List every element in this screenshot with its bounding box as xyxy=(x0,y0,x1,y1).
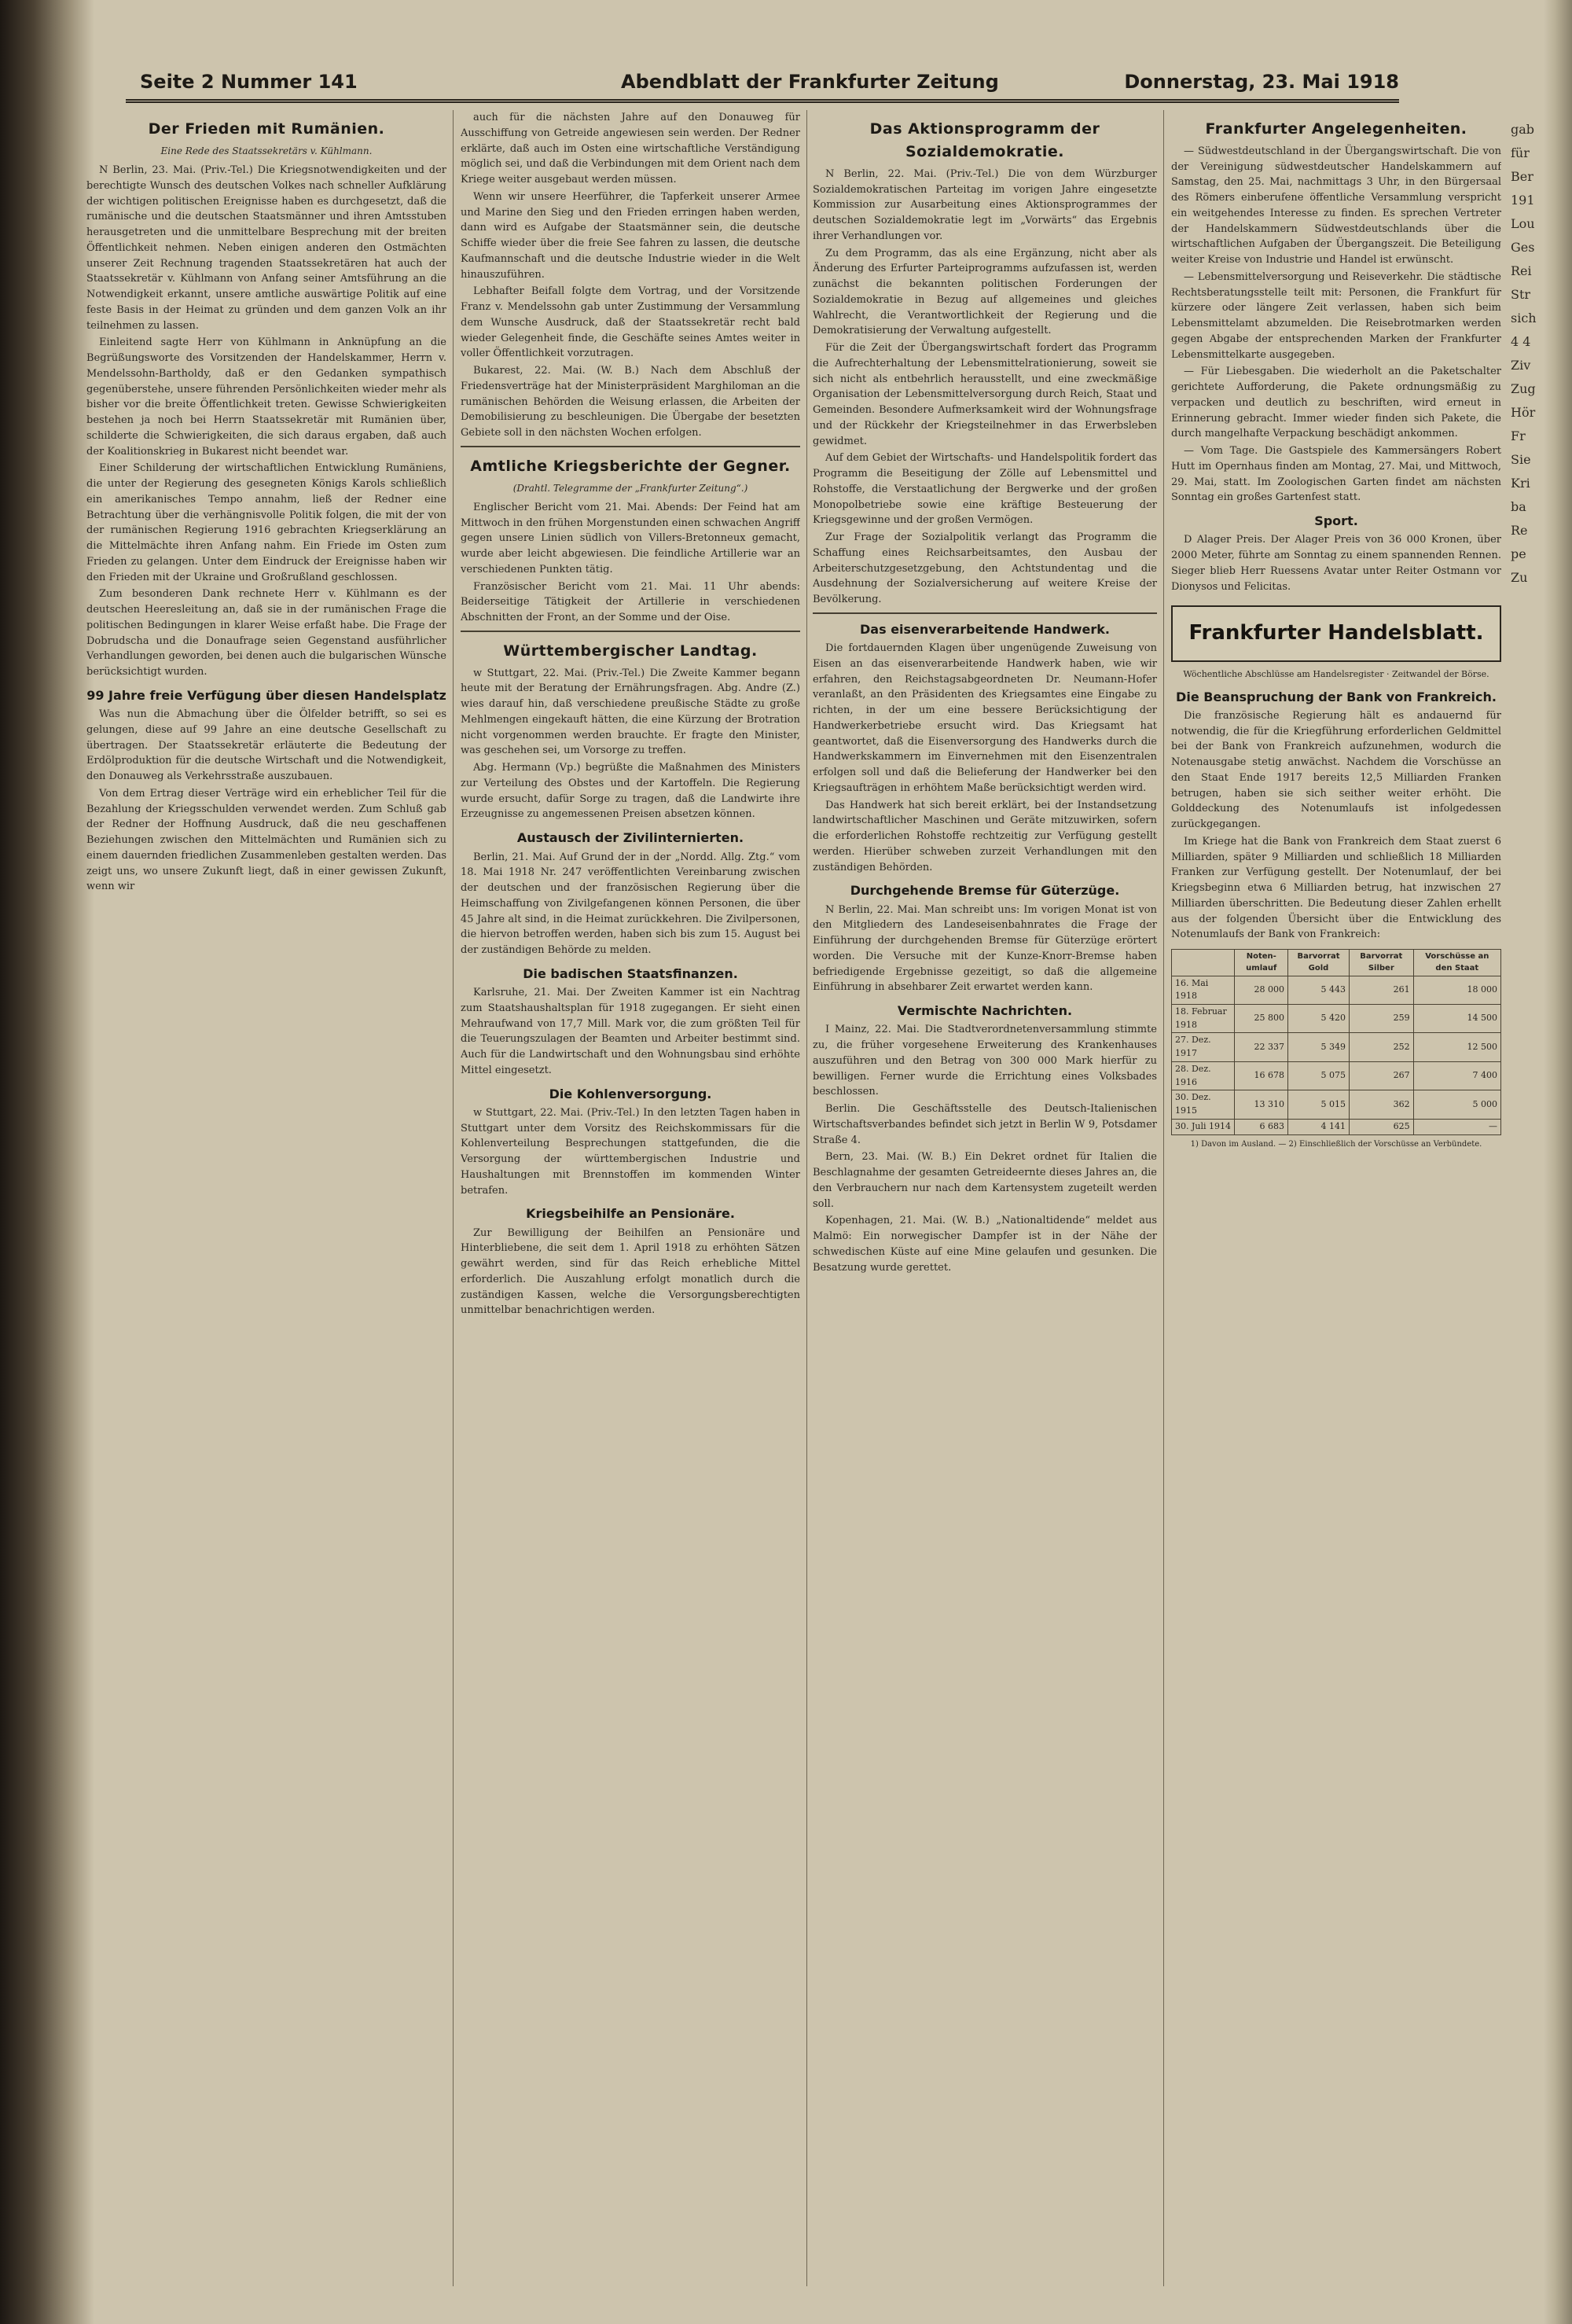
divider xyxy=(461,446,800,447)
table-cell: 13 310 xyxy=(1235,1090,1288,1119)
section-title: Sport. xyxy=(1314,513,1358,529)
paragraph: Zur Bewilligung der Beihilfen an Pensionäre und Hinterbliebene, die seit dem 1. April 1918 zu erhöhten Sätzen gewährt werden, sind für das Reich erhebliche Mittel erforderlich. Die Auszahlung erfolgt monatlich durch die zuständigen Kassen, welche die Versorgungsberechtigten unmittelbar benachrichtigen werden. xyxy=(461,1226,800,1317)
paragraph: Abg. Hermann (Vp.) begrüßte die Maßnahmen des Ministers zur Verteilung des Obstes und der Kartoffeln. Die Regierung wurde ersucht, dafür Sorge zu tragen, daß die Landwirte ihre Erzeugnisse zu angemessenen Preisen absetzen können. xyxy=(461,762,800,821)
paragraph: Zur Frage der Sozialpolitik verlangt das Programm die Schaffung eines Reichsarbeitsamtes, den Ausbau der Arbeiterschutzgesetzgebung, den Achtstundentag und die Ausdehnung der Sozialversicherung auf weitere Kreise der Bevölkerung. xyxy=(813,531,1157,605)
adjacent-fragment: Lou xyxy=(1511,216,1535,231)
adjacent-fragment: Str xyxy=(1511,287,1531,302)
table-cell: 5 443 xyxy=(1288,976,1350,1004)
paragraph: Für die Zeit der Übergangswirtschaft fordert das Programm die Aufrechterhaltung der Lebensmittelrationierung, soweit sie sich nicht als entbehrlich herausstellt, und eine zweckmäßige Organisation der Lebensmittelversorgung durch Reich, Staat und Gemeinden. Besondere Aufmerksamkeit wird der Wohnungsfrage und der Rückkehr der Kriegsteilnehmer in das Erwerbsleben gewidmet. xyxy=(813,342,1157,447)
paragraph: Von dem Ertrag dieser Verträge wird ein erheblicher Teil für die Bezahlung der Kriegsschulden verwendet werden. Zum Schluß gab der Redner der Hoffnung Ausdruck, daß die neu geschaffenen Beziehungen zwischen den Mittelmächten und Rumänien sich zu einem dauernden friedlichen Zusammenleben gestalten werden. Das zeigt uns, wo unsere Zukunft liegt, daß in einer gewissen Zukunft, wenn wir xyxy=(86,787,446,893)
paragraph: N Berlin, 23. Mai. (Priv.-Tel.) Die Kriegsnotwendigkeiten und der berechtigte Wunsch des deutschen Volkes nach schneller Aufklärung der wichtigen politischen Ereignisse haben es durchgesetzt, daß die rumänische und die deutschen Staatsmänner und ihren Amtsstuben herausgetreten und die unmittelbare Besprechung mit der breiten Öffentlichkeit nehmen. Neben einigen anderen den Ostmächten unserer Zeit Rechnung tragenden Staatssekretären hat auch der Staatssekretär v. Kühlmann von Anfang seiner Amtsführung an die Notwendigkeit erkannt, unsere amtliche auswärtige Politik auf eine feste Basis in der Heimat zu gründen und dem ganzen Volk an ihr teilnehmen zu lassen. xyxy=(86,164,446,332)
paragraph: — Vom Tage. Die Gastspiele des Kammersängers Robert Hutt im Opernhaus finden am Montag, 27. Mai, und Mittwoch, 29. Mai, statt. Im Zoologischen Garten findet am nächsten Sonntag ein großes Gartenfest statt. xyxy=(1171,445,1501,504)
table-header: Noten-umlauf xyxy=(1235,950,1288,976)
table-cell: 259 xyxy=(1349,1005,1413,1033)
table-cell: 25 800 xyxy=(1235,1005,1288,1033)
paragraph: D Alager Preis. Der Alager Preis von 36 000 Kronen, über 2000 Meter, führte am Sonntag zu einem spannenden Rennen. Sieger blieb Herr Ruessens Avatar unter Reiter Ostmann vor Dionysos und Felicitas. xyxy=(1171,534,1501,593)
table-cell: 5 075 xyxy=(1288,1061,1350,1090)
paragraph: Einleitend sagte Herr von Kühlmann in Anknüpfung an die Begrüßungsworte des Vorsitzenden der Handelskammer, Herrn v. Mendelssohn-Bartholdy, daß er den Gedanken sympathisch gegenüberstehe, unsere führenden Persönlichkeiten wieder mehr als bisher vor die breite Öffentlichkeit treten. Gewisse Schwierigkeiten bestehen ja noch bei Herrn Staatssekretär mit Rumänien über, schilderte die Schwierigkeiten, die sich daraus ergaben, daß auch der Koalitionskrieg in Bukarest nicht beendet war. xyxy=(86,336,446,458)
column-4 xyxy=(1171,110,1501,2286)
paragraph: Kopenhagen, 21. Mai. (W. B.) „Nationaltidende“ meldet aus Malmö: Ein norwegischer Dampfer ist in der Nähe der schwedischen Küste auf eine Mine gelaufen und gesunken. Die Besatzung wurde gerettet. xyxy=(813,1215,1157,1274)
paragraph: Wenn wir unsere Heerführer, die Tapferkeit unserer Armee und Marine den Sieg und den Frieden erringen haben werden, dann wird es Aufgabe der Staatsmänner sein, die deutsche Schiffe wieder über die freie See fahren zu lassen, die deutsche Kaufmannschaft und die deutsche Industrie wieder in die Welt hinauszuführen. xyxy=(461,190,800,281)
adjacent-fragment: Ges xyxy=(1511,240,1535,255)
table-header-row xyxy=(1172,950,1501,976)
paragraph: Bern, 23. Mai. (W. B.) Ein Dekret ordnet für Italien die Beschlagnahme der gesamten Getreideernte dieses Jahres an, die den Verbrauchern nur nach dem Kartensystem zugeteilt werden soll. xyxy=(813,1151,1157,1210)
column-1 xyxy=(86,110,446,2286)
adjacent-fragment: sich xyxy=(1511,311,1537,325)
adjacent-fragment: Rei xyxy=(1511,263,1532,278)
table-cell: 5 420 xyxy=(1288,1005,1350,1033)
adjacent-fragment: ba xyxy=(1511,499,1526,514)
table-row xyxy=(1172,1061,1501,1090)
paragraph: w Stuttgart, 22. Mai. (Priv.-Tel.) In den letzten Tagen haben in Stuttgart unter dem Vorsitz des Reichskommissars für die Kohlenverteilung Besprechungen stattgefunden, die die Versorgung der württembergischen Industrie und Haushaltungen mit Brennstoffen im kommenden Winter betrafen. xyxy=(461,1106,800,1197)
paragraph: I Mainz, 22. Mai. Die Stadtverordnetenversammlung stimmte zu, die früher vorgesehene Erweiterung des Krankenhauses auszuführen und den Betrag von 300 000 Mark hierfür zu bewilligen. Ferner wurde die Errichtung eines Volksbades beschlossen. xyxy=(813,1024,1157,1098)
table-cell: 22 337 xyxy=(1235,1033,1288,1061)
article-title: Frankfurter Angelegenheiten. xyxy=(1205,120,1467,138)
table-cell: 6 683 xyxy=(1235,1119,1288,1134)
adjacent-fragment: Ber xyxy=(1511,169,1533,184)
adjacent-fragment: Sie xyxy=(1511,452,1531,467)
section-title: Durchgehende Bremse für Güterzüge. xyxy=(850,883,1120,899)
paragraph: — Lebensmittelversorgung und Reiseverkehr. Die städtische Rechtsberatungsstelle teilt mit: Personen, die Frankfurt für kürzere oder längere Zeit verlassen, haben sich beim Lebensmittelamt abzumelden. Die Reisebrotmarken werden gegen Abgabe der entsprechenden Marken der Frankfurter Lebensmittelkarte ausgegeben. xyxy=(1171,270,1501,361)
paragraph: Französischer Bericht vom 21. Mai. 11 Uhr abends: Beiderseitige Tätigkeit der Artillerie in verschiedenen Abschnitten der Front, an der Somme und der Oise. xyxy=(461,580,800,624)
section-title: Kriegsbeihilfe an Pensionäre. xyxy=(526,1206,735,1222)
table-cell: 267 xyxy=(1349,1061,1413,1090)
table-header: Vorschüsse an den Staat xyxy=(1413,950,1500,976)
page-edge xyxy=(1544,0,1572,2324)
table-cell: 261 xyxy=(1349,976,1413,1004)
article-title: Der Frieden mit Rumänien. xyxy=(148,120,385,138)
adjacent-fragment: 4 4 xyxy=(1511,334,1531,349)
table-cell: 16. Mai 1918 xyxy=(1172,976,1235,1004)
paragraph: Englischer Bericht vom 21. Mai. Abends: Der Feind hat am Mittwoch in den frühen Morgenstunden einen schwachen Angriff gegen unsere Linien südlich von Villers-Bretonneux gemacht, wurde aber leicht abgewiesen. Die feindliche Artillerie war an verschiedenen Punkten tätig. xyxy=(461,501,800,575)
table-cell: 16 678 xyxy=(1235,1061,1288,1090)
table-footnote: 1) Davon im Ausland. — 2) Einschließlich der Vorschüsse an Verbündete. xyxy=(1190,1139,1482,1149)
paragraph: Das Handwerk hat sich bereit erklärt, bei der Instandsetzung landwirtschaftlicher Maschinen und Geräte mitzuwirken, sofern die erforderlichen Rohstoffe rechtzeitig zur Verfügung gestellt werden. Hierüber schweben zurzeit Verhandlungen mit den zuständigen Behörden. xyxy=(813,799,1157,873)
table-cell: 5 000 xyxy=(1413,1090,1500,1119)
table-cell: 28 000 xyxy=(1235,976,1288,1004)
paragraph: — Für Liebesgaben. Die wiederholt an die Paketschalter gerichtete Aufforderung, die Pakete ordnungsmäßig zu verpacken und deutlich zu beschriften, wird erneut in Erinnerung gebracht. Immer wieder finden sich Pakete, die durch mangelhafte Verpackung beschädigt ankommen. xyxy=(1171,366,1501,440)
notes-table xyxy=(1171,949,1501,1134)
divider xyxy=(813,612,1157,614)
article-title: Württembergischer Landtag. xyxy=(503,642,758,660)
header-masthead: Abendblatt der Frankfurter Zeitung xyxy=(621,71,999,93)
adjacent-fragment: Re xyxy=(1511,523,1528,538)
paragraph: auch für die nächsten Jahre auf den Donauweg für Ausschiffung von Getreide angewiesen sein werden. Der Redner erklärte, daß auch im Osten eine wirtschaftliche Verständigung möglich sei, und daß die Verbindungen mit dem Orient nach dem Kriege weiter ausgebaut werden müssen. xyxy=(461,112,800,186)
table-row xyxy=(1172,1119,1501,1134)
table-cell: 27. Dez. 1917 xyxy=(1172,1033,1235,1061)
section-title: Die badischen Staatsfinanzen. xyxy=(523,965,738,981)
paragraph: N Berlin, 22. Mai. (Priv.-Tel.) Die von dem Würzburger Sozialdemokratischen Parteitag im vorigen Jahre eingesetzte Kommission zur Ausarbeitung eines Aktionsprogrammes der deutschen Sozialdemokratie legt im „Vorwärts“ das Ergebnis ihrer Verhandlungen vor. xyxy=(813,167,1157,242)
paragraph: — Südwestdeutschland in der Übergangswirtschaft. Die von der Vereinigung südwestdeutscher Handelskammern auf Samstag, den 25. Mai, nachmittags 3 Uhr, in den Bürgersaal des Römers einberufene öffentliche Versammlung verspricht ein weitgehendes Interesse zu finden. Es sprechen Vertreter der Handelskammern Südwestdeutschlands über die wirtschaftlichen Aufgaben der Übergangszeit. Die Beteiligung weiter Kreise von Industrie und Handel ist erwünscht. xyxy=(1171,145,1501,267)
paragraph: N Berlin, 22. Mai. Man schreibt uns: Im vorigen Monat ist von den Mitgliedern des Landeseisenbahnrates die Frage der Einführung der durchgehenden Bremse für Güterzüge erörtert worden. Die Versuche mit der Kunze-Knorr-Bremse haben befriedigende Ergebnisse gezeitigt, so daß die allgemeine Einführung in absehbarer Zeit erwartet werden kann. xyxy=(813,903,1157,994)
table-cell: 4 141 xyxy=(1288,1119,1350,1134)
section-title: Die Kohlenversorgung. xyxy=(549,1086,712,1101)
table-row xyxy=(1172,1005,1501,1033)
divider xyxy=(461,631,800,632)
paragraph: Zu dem Programm, das als eine Ergänzung, nicht aber als Änderung des Erfurter Parteiprogramms aufzufassen ist, werden zunächst die bekannten politischen Forderungen der Sozialdemokratie in Bezug auf allgemeines und gleiches Wahlrecht, die Verantwortlichkeit der Regierung und die Demokratisierung der Verwaltung aufgestellt. xyxy=(813,247,1157,337)
handelsblatt-banner: Frankfurter Handelsblatt. xyxy=(1171,605,1501,662)
section-title: Das eisenverarbeitende Handwerk. xyxy=(860,621,1110,637)
section-title: Vermischte Nachrichten. xyxy=(897,1003,1073,1019)
table-cell: 625 xyxy=(1349,1119,1413,1134)
table-cell: 5 349 xyxy=(1288,1033,1350,1061)
article-title: Amtliche Kriegsberichte der Gegner. xyxy=(470,457,791,475)
adjacent-fragment: 191 xyxy=(1511,193,1535,208)
table-cell: 30. Juli 1914 xyxy=(1172,1119,1235,1134)
column-3 xyxy=(813,110,1157,2286)
table-row xyxy=(1172,976,1501,1004)
adjacent-fragment: Ziv xyxy=(1511,358,1531,373)
header-date: Donnerstag, 23. Mai 1918 xyxy=(1124,71,1399,93)
adjacent-fragment: Zug xyxy=(1511,381,1536,396)
section-title: Die Beanspruchung der Bank von Frankreich. xyxy=(1176,689,1497,704)
table-header: Barvorrat Silber xyxy=(1349,950,1413,976)
paragraph: Die französische Regierung hält es andauernd für notwendig, die für die Kriegführung erforderlichen Geldmittel bei der Bank von Frankreich aufzunehmen, wodurch die Notenausgabe stetig anwächst. Nachdem die Vorschüsse an den Staat Ende 1917 bereits 12,5 Milliarden Franken betrugen, haben sie sich seither weiter erhöht. Die Golddeckung des Notenumlaufs ist infolgedessen zurückgegangen. xyxy=(1171,709,1501,831)
column-2 xyxy=(461,110,800,2286)
header-page-number: Seite 2 Nummer 141 xyxy=(140,71,358,93)
adjacent-fragment: Zu xyxy=(1511,570,1528,585)
paragraph: Was nun die Abmachung über die Ölfelder betrifft, so sei es gelungen, diese auf 99 Jahre an eine deutsche Gesellschaft zu übertragen. Der Staatssekretär erläuterte die Bedeutung der Erdölproduktion für die deutsche Wirtschaft und die Notwendigkeit, den Donauweg als Verkehrsstraße auszubauen. xyxy=(86,708,446,783)
paragraph: Lebhafter Beifall folgte dem Vortrag, und der Vorsitzende Franz v. Mendelssohn gab unter Zustimmung der Versammlung dem Wunsche Ausdruck, daß der Staatssekretär recht bald wieder Gelegenheit finde, die Geschäfte seines Amtes weiter in voller Öffentlichkeit vorzutragen. xyxy=(461,285,800,360)
adjacent-fragment: Hör xyxy=(1511,405,1536,420)
article-title: Das Aktionsprogramm der Sozialdemokratie. xyxy=(869,120,1100,160)
paragraph: Auf dem Gebiet der Wirtschafts- und Handelspolitik fordert das Programm die Beseitigung der Zölle auf Lebensmittel und Rohstoffe, die Verstaatlichung der Bergwerke und der großen Monopolbetriebe sowie eine kräftige Besteuerung der Kriegsgewinne und der großen Vermögen. xyxy=(813,452,1157,527)
banner-subtitle: Wöchentliche Abschlüsse am Handelsregister · Zeitwandel der Börse. xyxy=(1183,668,1489,679)
section-title: Austausch der Zivilinternierten. xyxy=(516,830,744,846)
table-cell: 362 xyxy=(1349,1090,1413,1119)
column-rule xyxy=(1163,110,1164,2286)
column-rule xyxy=(453,110,454,2286)
adjacent-fragment: Kri xyxy=(1511,476,1530,491)
paragraph: w Stuttgart, 22. Mai. (Priv.-Tel.) Die Zweite Kammer begann heute mit der Beratung der Ernährungsfragen. Abg. Andre (Z.) wies darauf hin, daß verschiedene preußische Städte zu große Mehlmengen eingekauft hätten, die eine Kürzung der Brotration nicht vorgenommen werden brauchte. Er fragte den Minister, was geschehen sei, um Vorsorge zu treffen. xyxy=(461,667,800,757)
article-subtitle: Eine Rede des Staatssekretärs v. Kühlmann. xyxy=(160,145,373,156)
paragraph: Einer Schilderung der wirtschaftlichen Entwicklung Rumäniens, die unter der Regierung des gesegneten Königs Karols schließlich ein amerikanisches Tempo annahm, ließ der Redner eine Betrachtung über die verhängnisvolle Politik folgen, die mit der von der rumänischen Regierung 1916 gebrachten Kriegserklärung an die Mittelmächte ihren Anfang nahm. Ein Friede im Osten zum Frieden zu gelangen. Unter dem Eindruck der Ereignisse haben wir den Frieden mit der Ukraine und Großrußland geschlossen. xyxy=(86,462,446,583)
table-cell: 14 500 xyxy=(1413,1005,1500,1033)
table-cell: 28. Dez. 1916 xyxy=(1172,1061,1235,1090)
table-cell: 5 015 xyxy=(1288,1090,1350,1119)
paragraph: Zum besonderen Dank rechnete Herr v. Kühlmann es der deutschen Heeresleitung an, daß sie in der rumänischen Frage die politischen Bedingungen in klarer Weise erfaßt habe. Die Frage der Dobrudscha und die Donaufrage seien Gegenstand ausführlicher Verhandlungen geworden, bei denen auch die bulgarischen Wünsche berücksichtigt wurden. xyxy=(86,588,446,678)
adjacent-fragment: Fr xyxy=(1511,428,1526,443)
table-cell: — xyxy=(1413,1119,1500,1134)
adjacent-page-strip xyxy=(1511,118,1544,2288)
paragraph: Die fortdauernden Klagen über ungenügende Zuweisung von Eisen an das eisenverarbeitende Handwerk haben, wie wir erfahren, den Reichstagsabgeordneten Dr. Neumann-Hofer veranlaßt, an den Präsidenten des Kriegsamtes eine Eingabe zu richten, in der um eine bessere Berücksichtigung der Handwerkerbetriebe ersucht wird. Das Kriegsamt hat geantwortet, daß die Eisenversorgung des Handwerks durch die Handwerkskammern im Einvernehmen mit den Eisenzentralen erfolgen soll und daß die Belieferung der Handwerker bei den Kriegsaufträgen in erhöhtem Maße berücksichtigt werden wird. xyxy=(813,642,1157,794)
article-subtitle: (Drahtl. Telegramme der „Frankfurter Zeitung“.) xyxy=(512,482,748,494)
book-binding xyxy=(0,0,94,2324)
table-row xyxy=(1172,1033,1501,1061)
paragraph: Berlin, 21. Mai. Auf Grund der in der „Nordd. Allg. Ztg.“ vom 18. Mai 1918 Nr. 247 veröffentlichten Vereinbarung zwischen der deutschen und der französischen Regierung über die Heimschaffung von Zivilgefangenen können Personen, die über 45 Jahre alt sind, in die Heimat zurückkehren. Die Zivilpersonen, die hiervon betroffen werden, haben sich bis zum 15. August bei der zuständigen Behörde zu melden. xyxy=(461,851,800,957)
paragraph: Im Kriege hat die Bank von Frankreich dem Staat zuerst 6 Milliarden, später 9 Milliarden und schließlich 18 Milliarden Franken zur Verfügung gestellt. Der Notenumlauf, der bei Kriegsbeginn etwa 6 Milliarden betrug, hat inzwischen 27 Milliarden überschritten. Die Bedeutung dieser Zahlen erhellt aus der folgenden Übersicht über die Entwicklung des Notenumlaufs der Bank von Frankreich: xyxy=(1171,835,1501,941)
paragraph: Berlin. Die Geschäftsstelle des Deutsch-Italienischen Wirtschaftsverbandes befindet sich jetzt in Berlin W 9, Potsdamer Straße 4. xyxy=(813,1103,1157,1146)
paragraph: Bukarest, 22. Mai. (W. B.) Nach dem Abschluß der Friedensverträge hat der Ministerpräsident Marghiloman an die rumänischen Behörden die Weisung erlassen, die Arbeiten der Demobilisierung zu beschleunigen. Die Übergabe der besetzten Gebiete soll in den nächsten Wochen erfolgen. xyxy=(461,365,800,439)
adjacent-fragment: pe xyxy=(1511,546,1526,561)
section-title: 99 Jahre freie Verfügung über diesen Handelsplatz xyxy=(86,687,446,703)
adjacent-fragment: für xyxy=(1511,145,1530,160)
table-cell: 252 xyxy=(1349,1033,1413,1061)
table-row xyxy=(1172,1090,1501,1119)
table-cell: 7 400 xyxy=(1413,1061,1500,1090)
table-cell: 30. Dez. 1915 xyxy=(1172,1090,1235,1119)
adjacent-fragment: gab xyxy=(1511,122,1535,137)
page-header xyxy=(126,68,1399,103)
paragraph: Karlsruhe, 21. Mai. Der Zweiten Kammer ist ein Nachtrag zum Staatshaushaltsplan für 1918 zugegangen. Er sieht einen Mehraufwand von 17,7 Mill. Mark vor, die zum größten Teil für die Teuerungszulagen der Beamten und Arbeiter bestimmt sind. Auch für die Landwirtschaft und den Wohnungsbau sind erhöhte Mittel eingesetzt. xyxy=(461,987,800,1076)
table-cell: 18. Februar 1918 xyxy=(1172,1005,1235,1033)
table-header: Barvorrat Gold xyxy=(1288,950,1350,976)
table-cell: 12 500 xyxy=(1413,1033,1500,1061)
column-rule xyxy=(806,110,807,2286)
table-header xyxy=(1172,950,1235,976)
table-cell: 18 000 xyxy=(1413,976,1500,1004)
